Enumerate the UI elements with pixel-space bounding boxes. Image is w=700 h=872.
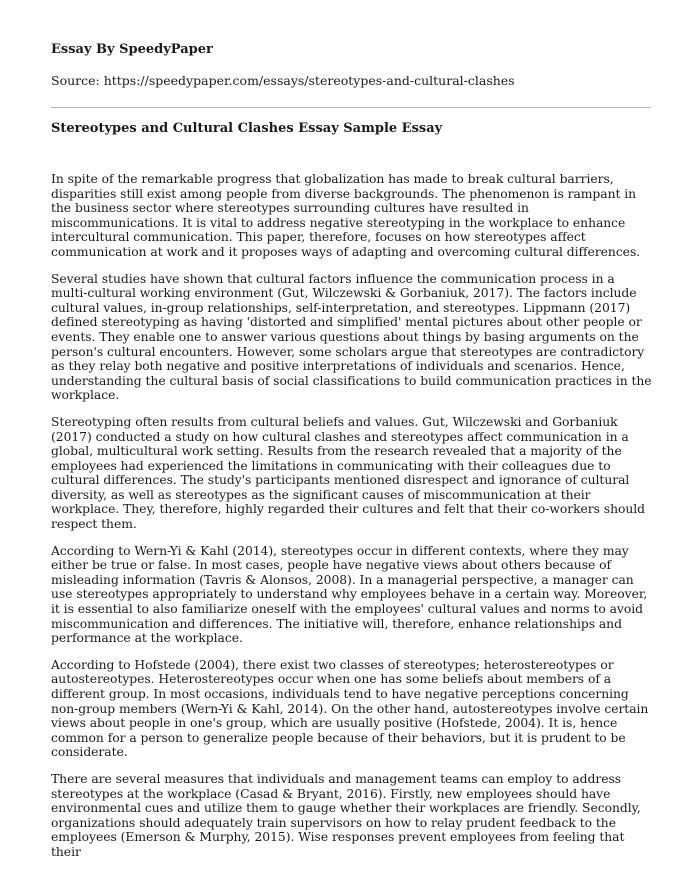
essay-paragraph: In spite of the remarkable progress that globalization has made to break cultural barriers, disparities still exist among people from diverse backgrounds. The phenomenon is rampant in the business sector where stereotypes surrounding cultures have resulted in miscommunications. It is vital to address negative stereotyping in the workplace to enhance intercultural communication. This paper, therefore, focuses on how stereotypes affect communication at work and it proposes ways of adapting and overcoming cultural differences.	[51, 172, 641, 259]
site-title: Essay By SpeedyPaper	[51, 42, 213, 57]
header-divider	[51, 107, 651, 108]
essay-paragraph: Stereotyping often results from cultural beliefs and values. Gut, Wilczewski and Gorbaniuk (2017) conducted a study on how cultural clashes and stereotypes affect communication in a global, multicultural work setting. Results from the research revealed that a majority of the employees had experienced the limitations in communicating with their colleagues due to cultural differences. The study's participants mentioned disrespect and ignorance of cultural diversity, as well as stereotypes as the significant causes of miscommunication at their workplace. They, therefore, highly regarded their cultures and felt that their co-workers should respect them.	[51, 414, 646, 532]
source-line: Source: https://speedypaper.com/essays/stereotypes-and-cultural-clashes	[51, 73, 515, 88]
essay-title: Stereotypes and Cultural Clashes Essay Sample Essay	[51, 121, 443, 136]
essay-body	[51, 172, 653, 872]
essay-paragraph: There are several measures that individuals and management teams can employ to address stereotypes at the workplace (Casad & Bryant, 2016). Firstly, new employees should have environmental cues and utilize them to gauge whether their workplaces are friendly. Secondly, organizations should adequately train supervisors on how to relay prudent feedback to the employees (Emerson & Murphy, 2015). Wise responses prevent employees from feeling that their	[51, 771, 641, 859]
essay-paragraph: According to Wern-Yi & Kahl (2014), stereotypes occur in different contexts, where they may either be true or false. In most cases, people have negative views about others because of misleading information (Tavris & Alonsos, 2008). In a managerial perspective, a manager can use stereotypes appropriately to understand why employees behave in a certain way. Moreover, it is essential to also familiarize oneself with the employees' cultural values and norms to avoid miscommunication and differences. The initiative will, therefore, enhance relationships and performance at the workplace.	[51, 543, 648, 646]
essay-paragraph: Several studies have shown that cultural factors influence the communication process in a multi-cultural working environment (Gut, Wilczewski & Gorbaniuk, 2017). The factors include cultural values, in-group relationships, self-interpretation, and stereotypes. Lippmann (2017) defined stereotyping as having 'distorted and simplified' mental pictures about other people or events. They enable one to answer various questions about things by basing arguments on the person's cultural encounters. However, some scholars argue that stereotypes are contradictory as they relay both negative and positive interpretations of individuals and scenarios. Hence, understanding the cultural basis of social classifications to build communication practices in the workplace.	[51, 271, 652, 403]
essay-paragraph: According to Hofstede (2004), there exist two classes of stereotypes; heterostereotypes or autostereotypes. Heterostereotypes occur when one has some beliefs about members of a different group. In most occasions, individuals tend to have negative perceptions concerning non-group members (Wern-Yi & Kahl, 2014). On the other hand, autostereotypes involve certain views about people in one's group, which are usually positive (Hofstede, 2004). It is, hence common for a person to generalize people because of their behaviors, but it is prudent to be considerate.	[51, 657, 649, 760]
